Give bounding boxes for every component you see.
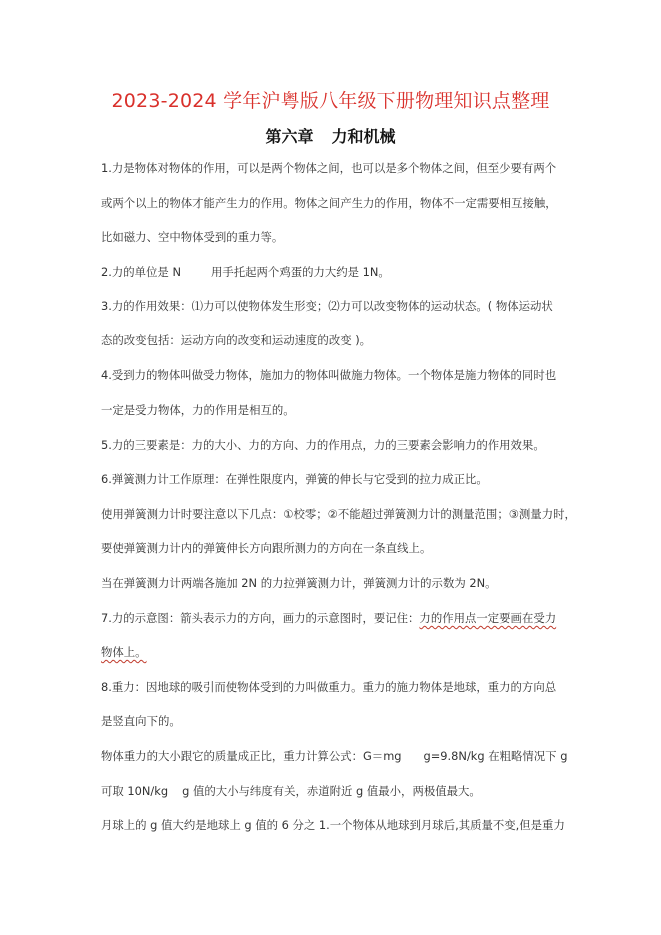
- chapter-label: 第六章: [265, 127, 314, 146]
- paragraph-line: [101, 265, 390, 279]
- chapter-name: 力和机械: [331, 127, 396, 146]
- text-segment: g 值的大小与纬度有关，赤道附近 g 值最小，两极值最大。: [182, 784, 481, 798]
- paragraph-line: 态的改变包括：运动方向的改变和运动速度的改变 )。: [101, 333, 372, 347]
- paragraph-line: 8.重力：因地球的吸引而使物体受到的力叫做重力。重力的施力物体是地球，重力的方向总: [101, 680, 557, 694]
- text-segment: 可取 10N/kg: [101, 784, 169, 798]
- paragraph-line: [101, 784, 481, 798]
- paragraph-line: 当在弹簧测力计两端各施加 2N 的力拉弹簧测力计，弹簧测力计的示数为 2N。: [101, 576, 497, 590]
- paragraph-line: 4.受到力的物体叫做受力物体，施加力的物体叫做施力物体。一个物体是施力物体的同时也: [101, 368, 557, 382]
- text-segment: 7.力的示意图：箭头表示力的方向，画力的示意图时，要记住：: [101, 611, 420, 625]
- text-segment: 2.力的单位是 N: [101, 265, 181, 279]
- paragraph-line: 使用弹簧测力计时要注意以下几点：①校零；②不能超过弹簧测力计的测量范围；③测量力时，: [101, 507, 576, 521]
- document-title: 2023-2024 学年沪粤版八年级下册物理知识点整理: [111, 90, 550, 112]
- paragraph-line: 要使弹簧测力计内的弹簧伸长方向跟所测力的方向在一条直线上。: [101, 541, 432, 555]
- paragraph-line: 或两个以上的物体才能产生力的作用。物体之间产生力的作用，物体不一定需要相互接触，: [101, 196, 557, 210]
- paragraph-line: [101, 645, 147, 659]
- emphasized-text: 物体上。: [101, 645, 147, 659]
- text-segment: g=9.8N/kg 在粗略情况下 g: [423, 749, 568, 763]
- paragraph-line: [101, 611, 556, 625]
- paragraph-line: 比如磁力、空中物体受到的重力等。: [101, 230, 284, 244]
- paragraph-line: 5.力的三要素是：力的大小、力的方向、力的作用点，力的三要素会影响力的作用效果。: [101, 438, 545, 452]
- emphasized-text: 力的作用点一定要画在受力: [419, 611, 557, 625]
- paragraph-line: 1.力是物体对物体的作用，可以是两个物体之间，也可以是多个物体之间，但至少要有两个: [101, 161, 557, 175]
- paragraph-line: 是竖直向下的。: [101, 714, 181, 728]
- text-segment: 用手托起两个鸡蛋的力大约是 1N。: [210, 265, 390, 279]
- paragraph-line: 月球上的 g 值大约是地球上 g 值的 6 分之 1.一个物体从地球到月球后,其质量不变,但是重力: [101, 818, 565, 832]
- paragraph-line: 一定是受力物体，力的作用是相互的。: [101, 403, 295, 417]
- chapter-heading: [0, 124, 661, 147]
- text-segment: 物体重力的大小跟它的质量成正比，重力计算公式：G＝mg: [101, 749, 402, 763]
- paragraph-line: 3.力的作用效果：⑴力可以使物体发生形变；⑵力可以改变物体的运动状态。( 物体运动状: [101, 299, 553, 313]
- paragraph-line: 6.弹簧测力计工作原理：在弹性限度内，弹簧的伸长与它受到的拉力成正比。: [101, 472, 488, 486]
- paragraph-line: [101, 749, 567, 763]
